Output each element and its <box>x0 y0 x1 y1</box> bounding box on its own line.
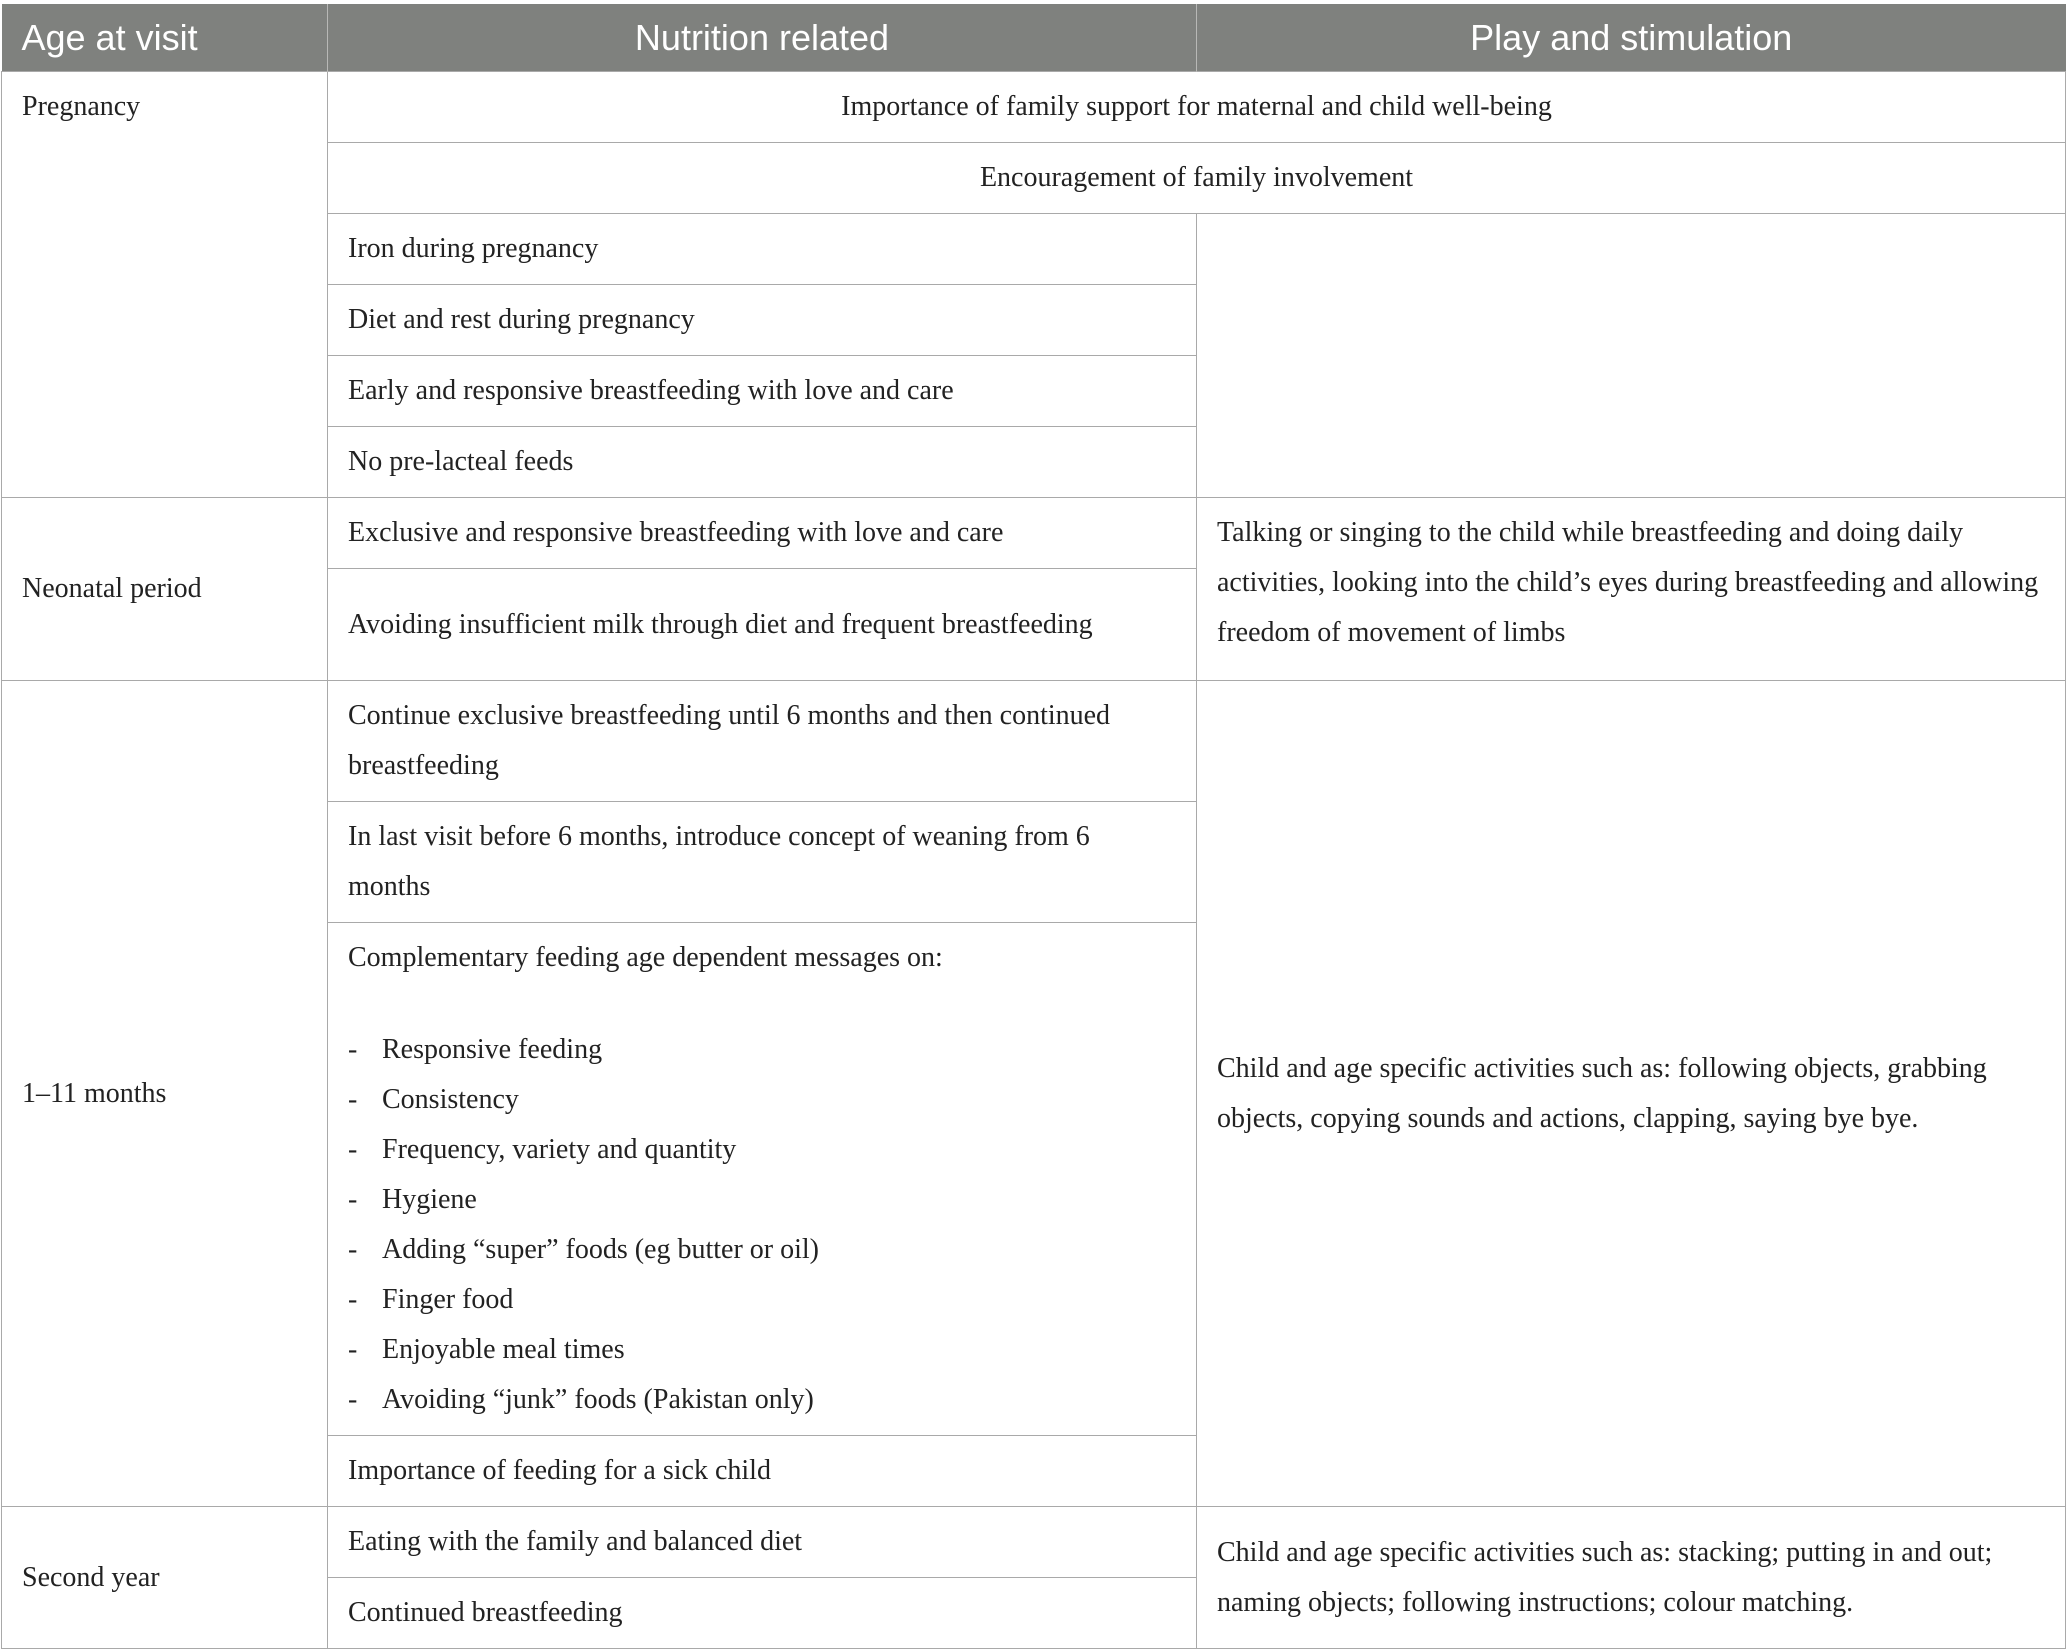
nutrition-cell: Eating with the family and balanced diet <box>328 1507 1197 1578</box>
list-item: - Hygiene <box>348 1175 1176 1225</box>
play-cell-neonatal: Talking or singing to the child while breastfeeding and doing daily activities, looking into the child’s eyes during breastfeeding and allowing freedom of movement of limbs <box>1197 498 2066 681</box>
header-play-and-stimulation: Play and stimulation <box>1197 4 2066 72</box>
list-item: - Consistency <box>348 1075 1176 1125</box>
nutrition-cell: In last visit before 6 months, introduce concept of weaning from 6 months <box>328 802 1197 923</box>
age-neonatal: Neonatal period <box>2 498 328 681</box>
nutrition-cell: Importance of feeding for a sick child <box>328 1436 1197 1507</box>
nutrition-cell: Avoiding insufficient milk through diet and frequent breastfeeding <box>328 569 1197 681</box>
nutrition-cell: Continued breastfeeding <box>328 1578 1197 1649</box>
nutrition-cell: Early and responsive breastfeeding with love and care <box>328 356 1197 427</box>
nutrition-cell: Exclusive and responsive breastfeeding with love and care <box>328 498 1197 569</box>
table-row <box>2 1507 2066 1578</box>
play-cell-pregnancy <box>1197 214 2066 498</box>
list-item: - Responsive feeding <box>348 1025 1176 1075</box>
age-pregnancy: Pregnancy <box>2 72 328 498</box>
dash-bullet: - <box>348 1134 358 1165</box>
list-item: - Adding “super” foods (eg butter or oil) <box>348 1225 1176 1275</box>
play-cell-1-11-months: Child and age specific activities such as: following objects, grabbing objects, copying sounds and actions, clapping, saying bye bye. <box>1197 681 2066 1507</box>
family-support-cell: Importance of family support for maternal and child well-being <box>328 72 2066 143</box>
list-item: - Avoiding “junk” foods (Pakistan only) <box>348 1375 1176 1425</box>
messages-table <box>1 4 2066 1649</box>
dash-bullet: - <box>348 1084 358 1115</box>
header-nutrition-related: Nutrition related <box>328 4 1197 72</box>
age-1-11-months: 1–11 months <box>2 681 328 1507</box>
dash-bullet: - <box>348 1284 358 1315</box>
dash-bullet: - <box>348 1184 358 1215</box>
dash-bullet: - <box>348 1234 358 1265</box>
list-item: - Enjoyable meal times <box>348 1325 1176 1375</box>
family-involvement-cell: Encouragement of family involvement <box>328 143 2066 214</box>
nutrition-cell: No pre-lacteal feeds <box>328 427 1197 498</box>
dash-bullet: - <box>348 1334 358 1365</box>
header-age-at-visit: Age at visit <box>2 4 328 72</box>
dash-bullet: - <box>348 1384 358 1415</box>
play-cell-second-year: Child and age specific activities such as: stacking; putting in and out; naming objects; following instructions; colour matching. <box>1197 1507 2066 1649</box>
complementary-feeding-cell <box>328 923 1197 1436</box>
table-row <box>2 498 2066 569</box>
table-row <box>2 681 2066 802</box>
nutrition-cell: Iron during pregnancy <box>328 214 1197 285</box>
age-second-year: Second year <box>2 1507 328 1649</box>
complementary-feeding-list <box>348 1025 1176 1425</box>
nutrition-cell: Continue exclusive breastfeeding until 6 months and then continued breastfeeding <box>328 681 1197 802</box>
list-item: - Frequency, variety and quantity <box>348 1125 1176 1175</box>
complementary-feeding-heading: Complementary feeding age dependent messages on: <box>348 942 943 973</box>
nutrition-cell: Diet and rest during pregnancy <box>328 285 1197 356</box>
dash-bullet: - <box>348 1034 358 1065</box>
table-row <box>2 72 2066 143</box>
header-row <box>2 4 2066 72</box>
list-item: - Finger food <box>348 1275 1176 1325</box>
